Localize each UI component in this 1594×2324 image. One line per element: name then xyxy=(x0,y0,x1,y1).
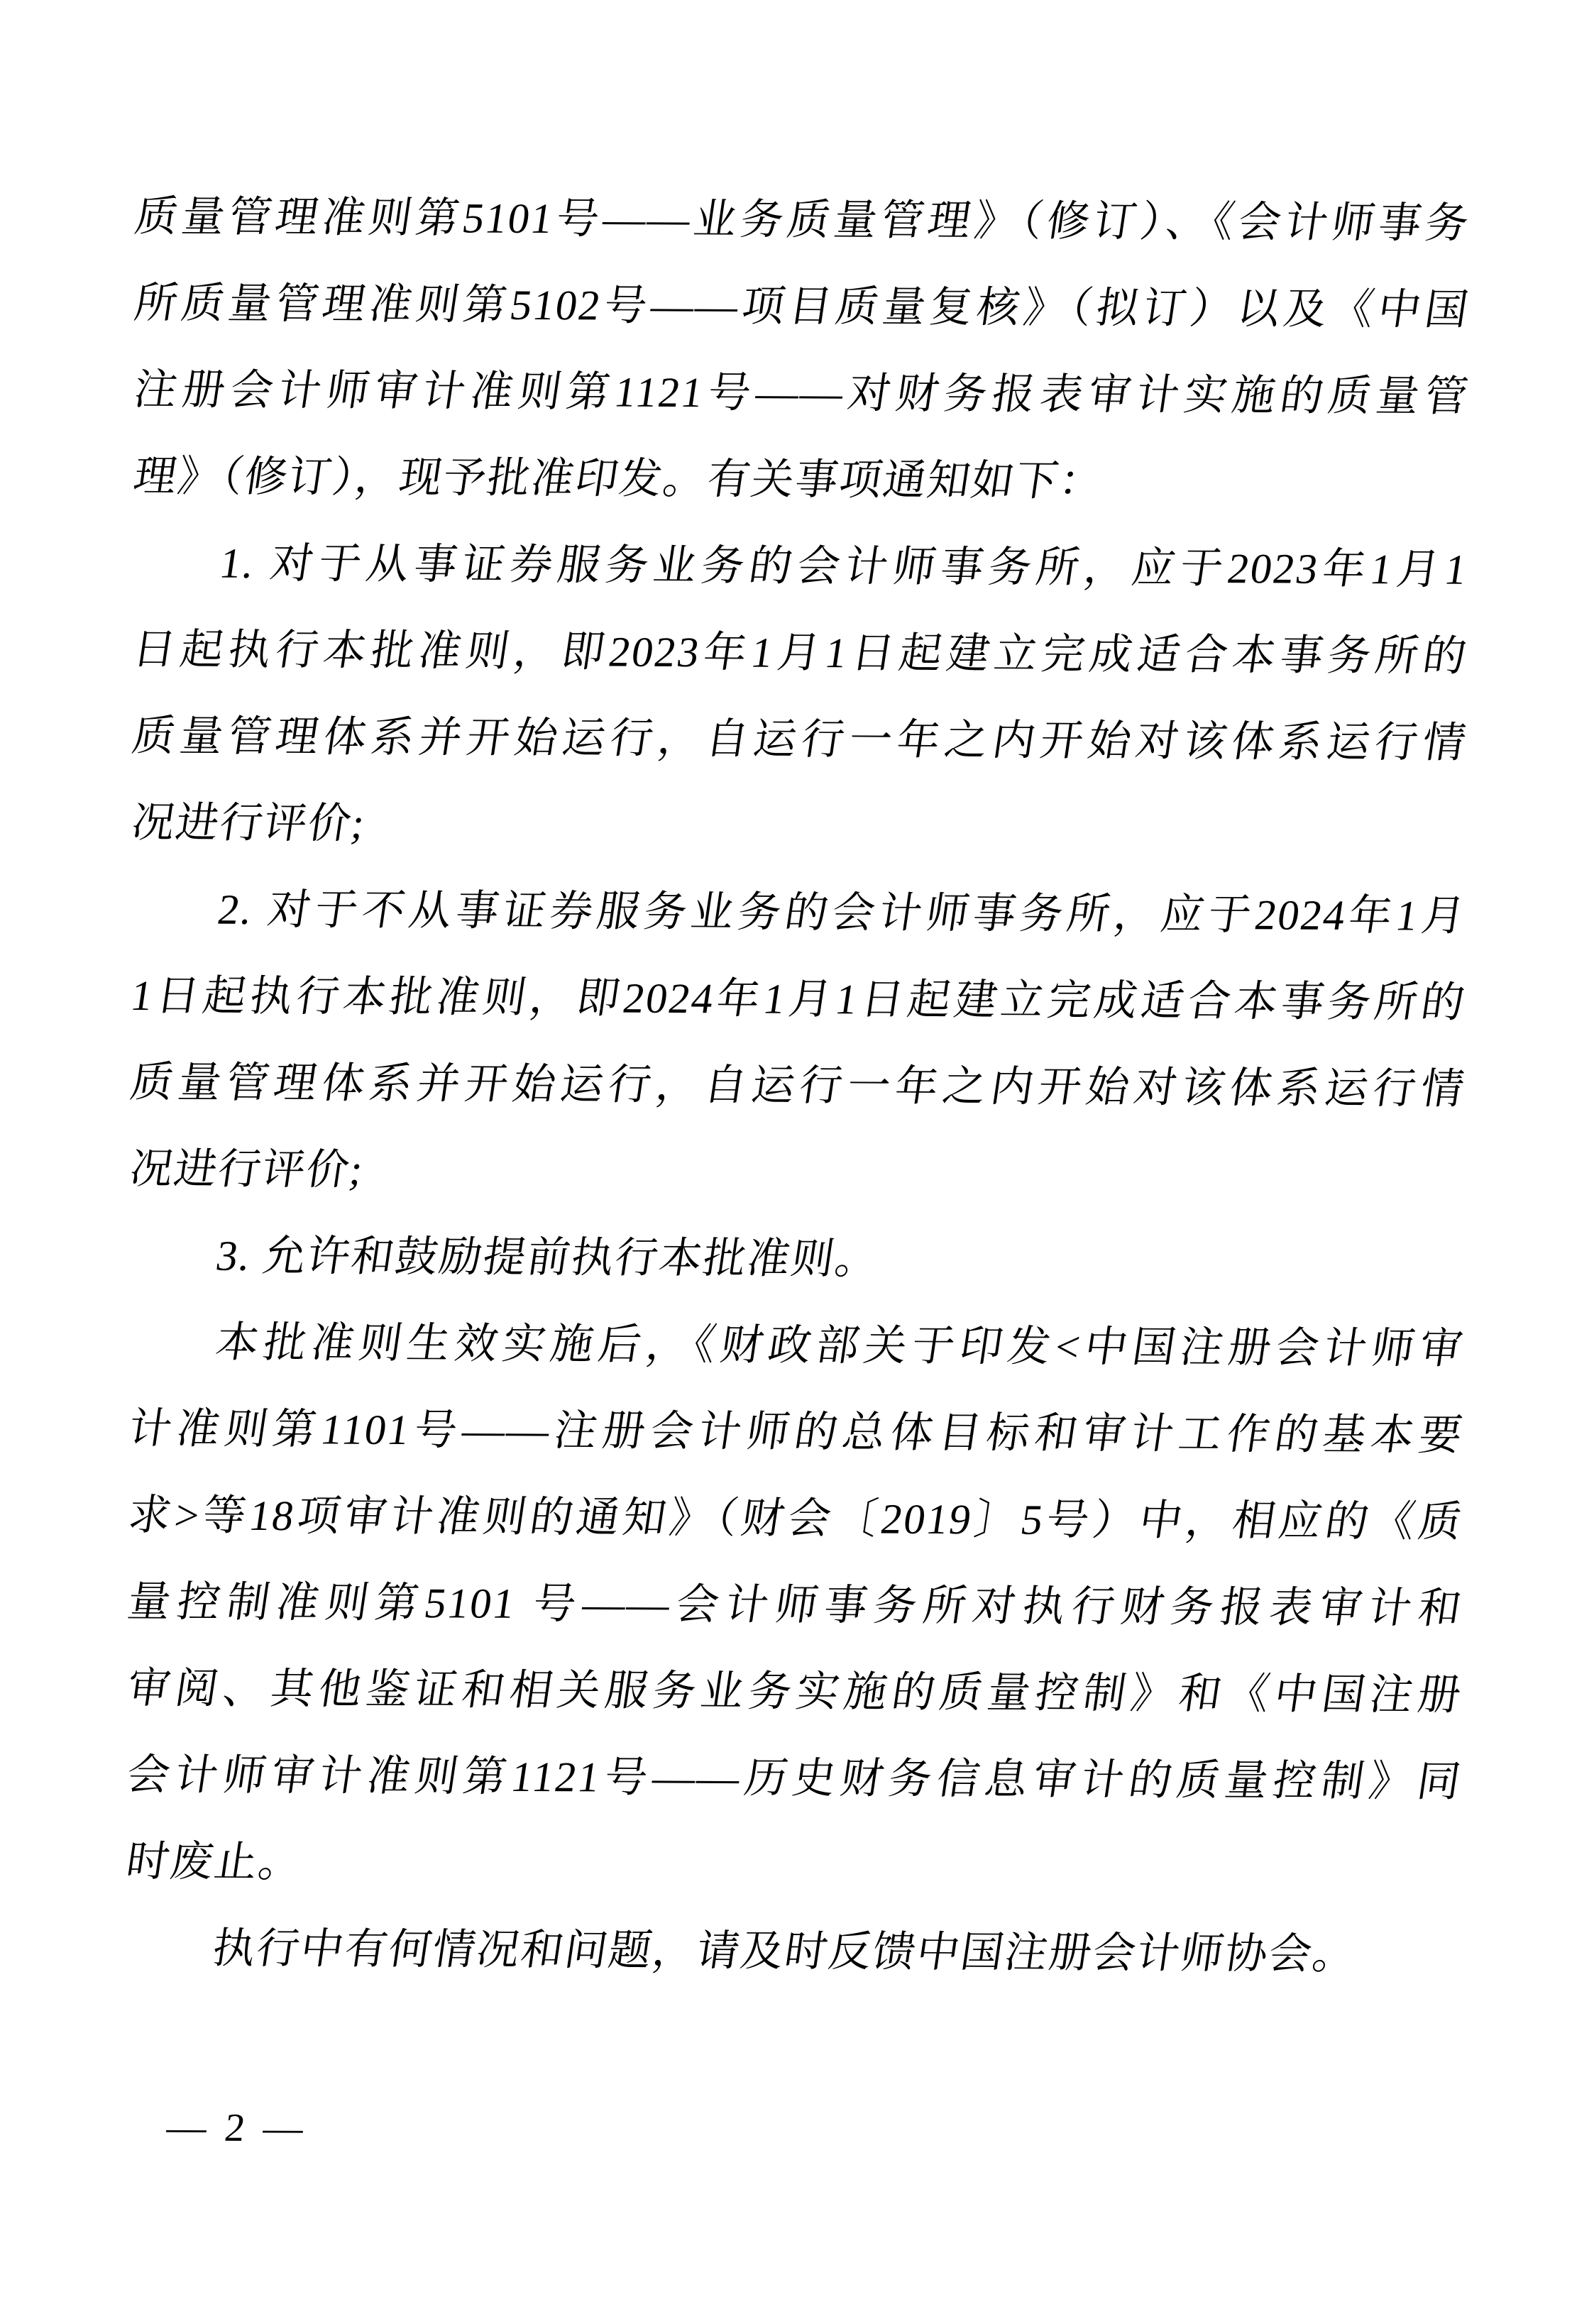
text-line: 所质量管理准则第5102号——项目质量复核》（拟订）以及《中国 xyxy=(131,280,1473,334)
text-line: 本批准则生效实施后，《财政部关于印发<中国注册会计师审 xyxy=(212,1318,1468,1372)
text-line: 日起执行本批准则，即2023年1月1日起建立完成适合本事务所的 xyxy=(129,626,1471,680)
text-line: 质量管理体系并开始运行，自运行一年之内开始对该体系运行情 xyxy=(129,712,1471,766)
text-line: 质量管理体系并开始运行，自运行一年之内开始对该体系运行情 xyxy=(127,1059,1469,1113)
text-line: 1日起执行本批准则，即2024年1月1日起建立完成适合本事务所的 xyxy=(128,972,1469,1026)
document-page xyxy=(121,173,1473,2238)
text-line: 3. 允许和鼓励提前执行本批准则。 xyxy=(213,1232,883,1283)
text-line: 执行中有何情况和问题，请及时反馈中国注册会计师协会。 xyxy=(209,1924,1361,1978)
text-line: 质量管理准则第5101号——业务质量管理》（修订）、《会计师事务 xyxy=(131,193,1473,247)
text-line: 注册会计师审计准则第1121号——对财务报表审计实施的质量管 xyxy=(131,366,1473,420)
text-line: 1. 对于从事证券服务业务的会计师事务所，应于2023年1月1 xyxy=(216,539,1471,593)
text-line: 2. 对于不从事证券服务业务的会计师事务所，应于2024年1月 xyxy=(214,886,1470,940)
text-line: 求>等18项审计准则的通知》（财会〔2019〕5号）中，相应的《质 xyxy=(125,1492,1466,1546)
page-number: — 2 — xyxy=(164,2105,310,2151)
text-line: 况进行评价; xyxy=(128,799,369,847)
document-body xyxy=(122,173,1473,1998)
text-line: 计准则第1101号——注册会计师的总体目标和审计工作的基本要 xyxy=(125,1405,1467,1459)
text-line: 审阅、其他鉴证和相关服务业务实施的质量控制》和《中国注册 xyxy=(124,1665,1466,1719)
text-line: 理》（修订），现予批准印发。有关事项通知如下： xyxy=(130,453,1107,505)
text-line: 时废止。 xyxy=(123,1838,307,1886)
text-line: 况进行评价; xyxy=(126,1145,368,1194)
text-line: 会计师审计准则第1121号——历史财务信息审计的质量控制》同 xyxy=(123,1751,1465,1805)
text-line: 量控制准则第5101 号——会计师事务所对执行财务报表审计和 xyxy=(124,1578,1466,1632)
